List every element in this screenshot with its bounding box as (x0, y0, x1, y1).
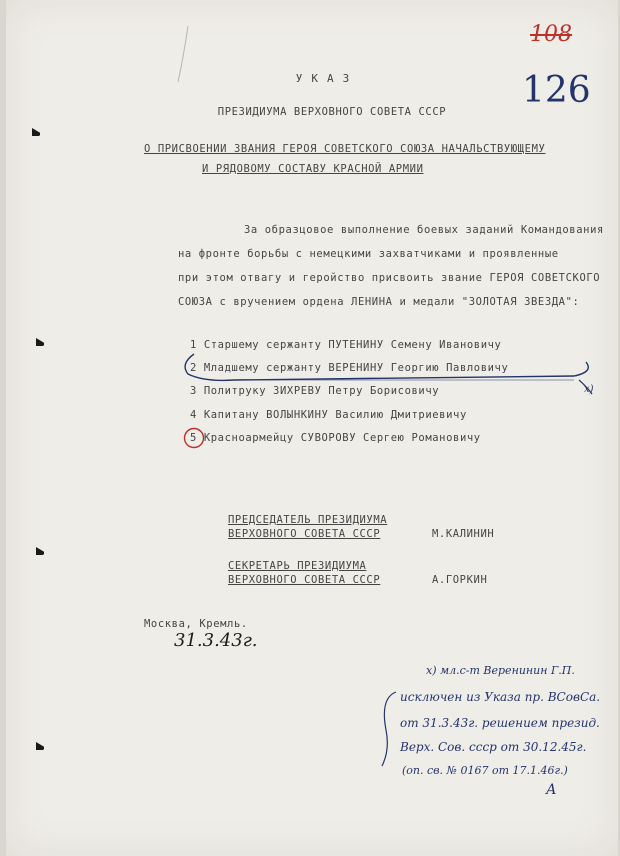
old-page-number: 108 (530, 22, 572, 47)
binder-mark-3 (34, 545, 44, 555)
recipient-text: Младшему сержанту ВЕРЕНИНУ Георгию Павловичу (203, 362, 509, 374)
annotation-line-1 (426, 664, 575, 677)
chair-title-2: ВЕРХОВНОГО СОВЕТА СССР (228, 528, 381, 540)
body-line-3: при этом отвагу и геройство присвоить звание ГЕРОЯ СОВЕТСКОГО (178, 272, 601, 284)
annotation-text: мл.с-т Веренинин Г.П. (440, 664, 575, 677)
annotation-line-5: (оп. св. № 0167 от 17.1.46г.) (402, 764, 568, 777)
body-line-4: СОЮЗА с вручением ордена ЛЕНИНА и медали "ЗОЛОТАЯ ЗВЕЗДА": (178, 296, 580, 308)
recipient-text: Политруку ЗИХРЕВУ Петру Борисовичу (203, 385, 440, 397)
binder-mark-1 (30, 126, 40, 136)
annotation-line-4: Верх. Сов. ссср от 30.12.45г. (400, 740, 587, 754)
recipient-number: 1 (190, 339, 197, 351)
body-line-1: За образцовое выполнение боевых заданий Командования (244, 224, 604, 236)
annotation-line-3: от 31.3.43г. решением презид. (400, 716, 600, 730)
secretary-name: А.ГОРКИН (432, 574, 488, 586)
binder-mark-4 (34, 740, 44, 750)
recipient-5 (190, 432, 481, 444)
document-subject-line-2: И РЯДОВОМУ СОСТАВУ КРАСНОЙ АРМИИ (202, 163, 424, 175)
recipient-text: Старшему сержанту ПУТЕНИНУ Семену Ивановичу (203, 339, 502, 351)
document-sheet (6, 0, 618, 856)
recipient-text: Капитану ВОЛЫНКИНУ Василию Дмитриевичу (203, 409, 467, 421)
recipient-5-red-circle (182, 426, 206, 450)
recipient-4 (190, 409, 467, 421)
recipient-number: 3 (190, 385, 197, 397)
chair-name: М.КАЛИНИН (432, 528, 495, 540)
recipient-2-strike-bracket (174, 350, 614, 402)
chair-title-1: ПРЕДСЕДАТЕЛЬ ПРЕЗИДИУМА (228, 514, 388, 526)
page-number: 126 (522, 70, 591, 111)
place: Москва, Кремль. (144, 618, 248, 630)
annotation-bracket (376, 690, 400, 770)
document-title: УКАЗ (295, 72, 359, 85)
annotation-line-2: исключен из Указа пр. ВСовСа. (400, 690, 601, 704)
recipient-number: 5 (190, 432, 197, 444)
document-subject-line-1: О ПРИСВОЕНИИ ЗВАНИЯ ГЕРОЯ СОВЕТСКОГО СОЮЗА НАЧАЛЬСТВУЮЩЕМУ (144, 143, 546, 155)
secretary-title-1: СЕКРЕТАРЬ ПРЕЗИДИУМА (228, 560, 367, 572)
annotation-marker: х) (426, 664, 437, 677)
document-issuer: ПРЕЗИДИУМА ВЕРХОВНОГО СОВЕТА СССР (217, 106, 447, 118)
handwritten-date: 31.3.43г. (174, 630, 258, 651)
secretary-title-2: ВЕРХОВНОГО СОВЕТА СССР (228, 574, 381, 586)
recipient-text: Красноармейцу СУВОРОВУ Сергею Романовичу (203, 432, 481, 444)
recipient-2-marker: х) (584, 384, 594, 395)
body-line-2: на фронте борьбы с немецкими захватчиками и проявленные (178, 248, 559, 260)
recipient-number: 2 (190, 362, 197, 374)
binder-mark-2 (34, 336, 44, 346)
annotation-initial: А (546, 782, 557, 798)
recipient-number: 4 (190, 409, 197, 421)
